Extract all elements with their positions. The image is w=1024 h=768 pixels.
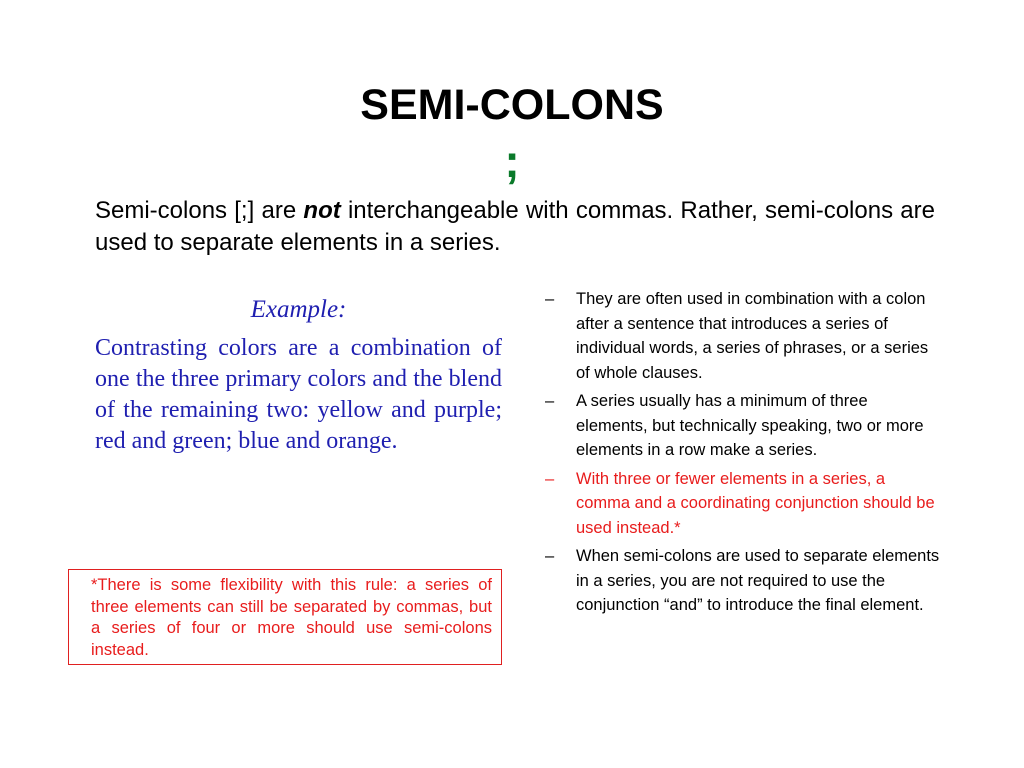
bullet-text: When semi-colons are used to separate elements in a series, you are not required to use the conjunction “and” to introduce the final element. [576, 547, 940, 614]
semicolon-symbol: ; [504, 135, 520, 187]
intro-emphasis: not [303, 197, 341, 224]
bullet-item [545, 389, 940, 463]
slide-title: SEMI-COLONS [360, 81, 664, 129]
dash-icon: – [545, 290, 555, 308]
bullet-list [545, 287, 940, 622]
dash-icon: – [545, 469, 555, 488]
intro-paragraph [95, 195, 935, 259]
bullet-text: A series usually has a minimum of three elements, but technically speaking, two or more elements in a row make a series. [576, 392, 924, 459]
example-body: Contrasting colors are a combination of one the three primary colors and the blend of the remaining two: yellow and purple; red and green; blue and orange. [95, 335, 502, 454]
dash-icon: – [545, 392, 555, 410]
intro-text-after: interchangeable with commas. Rather, semi-colons are used to separate elements in a series. [95, 197, 935, 256]
intro-text-before: Semi-colons [;] are [95, 197, 304, 224]
note-text: *There is some flexibility with this rule: a series of three elements can still be separated by commas, but a series of four or more should use semi-colons instead. [91, 576, 492, 659]
bullet-text: With three or fewer elements in a series, a comma and a coordinating conjunction should be used instead.* [576, 469, 935, 537]
bullet-item [545, 287, 940, 385]
bullet-text: They are often used in combination with a colon after a sentence that introduces a series of individual words, a series of phrases, or a series of whole clauses. [576, 290, 929, 382]
bullet-item-highlighted [545, 467, 940, 541]
bullet-item [545, 544, 940, 618]
example-heading: Example: [250, 296, 347, 323]
note-box [68, 569, 502, 665]
dash-icon: – [545, 547, 555, 565]
